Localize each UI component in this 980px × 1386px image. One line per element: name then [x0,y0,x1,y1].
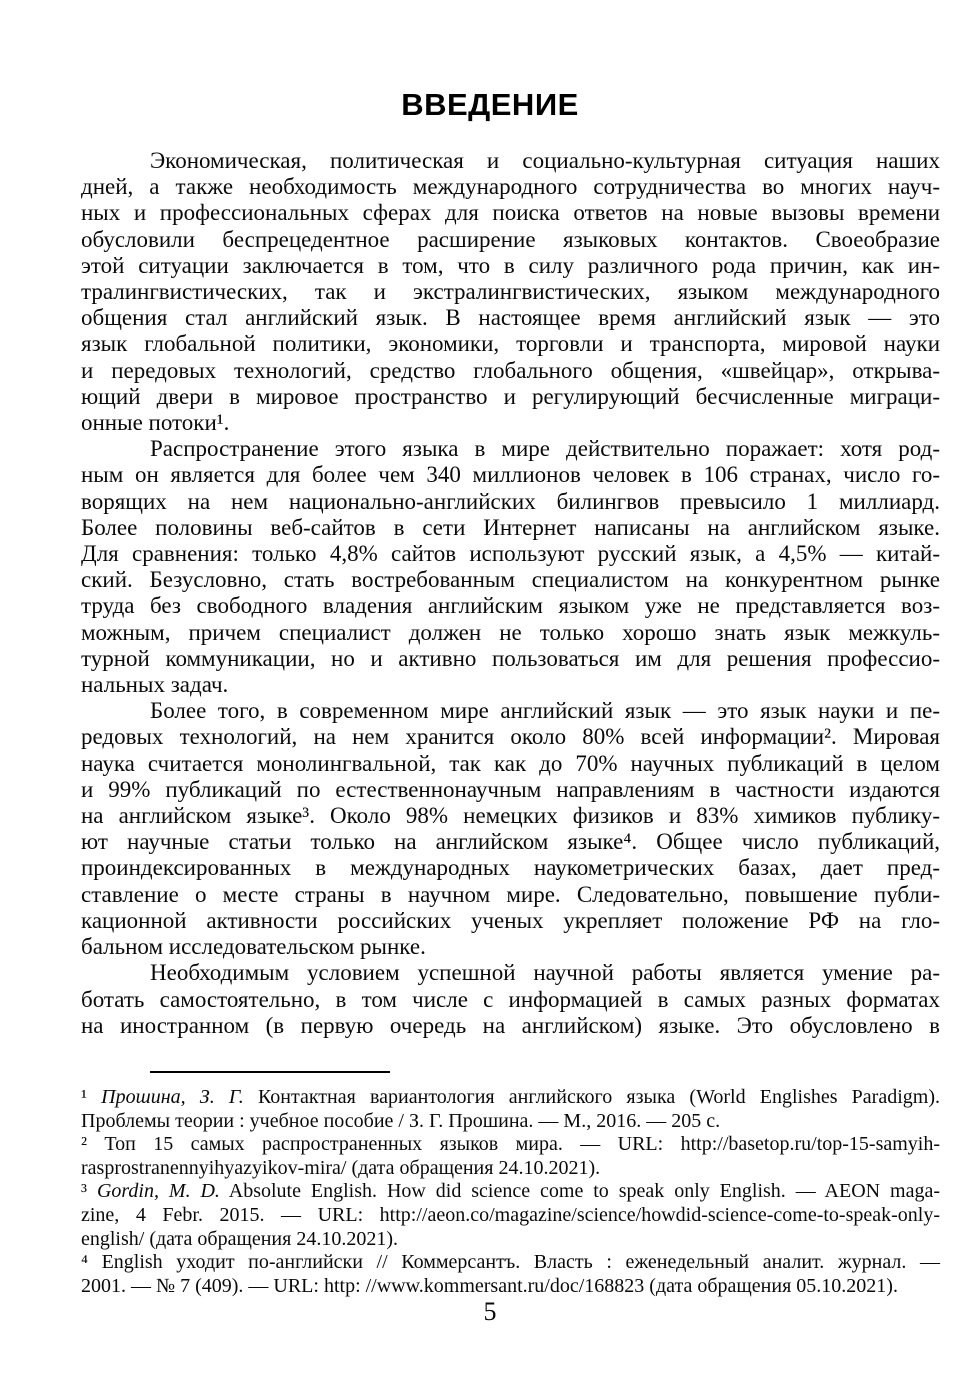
footnote-line [81,1251,940,1275]
body-line: ботать самостоятельно, в том числе с информацией в самых разных форматах [81,986,940,1012]
body-line: ющий двери в мировое пространство и регулирующий бесчисленные миграци- [81,383,940,409]
body-line: ставление о месте страны в научном мире. Следовательно, повышение публи- [81,881,940,907]
footnotes [81,1086,940,1298]
footnote-line [81,1228,940,1252]
footnote-text: ² Топ 15 самых распространенных языков мира. — URL: http://basetop.ru/top-15-samyih- [81,1133,940,1156]
body-text [81,148,940,1039]
footnote-line [81,1086,940,1110]
body-line: на английском языке³. Около 98% немецких физиков и 83% химиков публику- [81,803,940,829]
footnote-line [81,1180,940,1204]
footnote-text: Проблемы теории : учебное пособие / З. Г. Прошина. — М., 2016. — 205 с. [81,1109,721,1132]
body-line: тралингвистических, так и экстралингвистических, языком международного [81,279,940,305]
footnote-text: Контактная вариантология английского языка (World Englishes Paradigm). [243,1086,940,1108]
body-line: и передовых технологий, средство глобального общения, «швейцар», открыва- [81,357,940,383]
body-line: наука считается монолингвальной, так как до 70% научных публикаций в целом [81,750,940,776]
body-line: Для сравнения: только 4,8% сайтов используют русский язык, а 4,5% — китай- [81,541,940,567]
body-line: и 99% публикаций по естественнонаучным направлениям в частности издаются [81,776,940,802]
body-line: обусловили беспрецедентное расширение языковых контактов. Своеобразие [81,226,940,252]
body-line: нальных задач. [81,672,229,698]
footnote-text: 2001. — № 7 (409). — URL: http: //www.kommersant.ru/doc/168823 (дата обращения 05.10.2021). [81,1274,898,1297]
body-line: дней, а также необходимость международного сотрудничества во многих науч- [81,174,940,200]
footnote-text: ³ [81,1180,97,1203]
body-line: редовых технологий, на нем хранится около 80% всей информации². Мировая [81,724,940,750]
body-line: можным, причем специалист должен не только хорошо знать язык межкуль- [81,619,940,645]
body-line: ворящих на нем национально-английских билингвов превысило 1 миллиард. [81,488,940,514]
footnote-line [81,1204,940,1228]
body-line: ский. Безусловно, стать востребованным специалистом на конкурентном рынке [81,567,940,593]
footnote-text: ⁴ English уходит по-английски // Коммерсантъ. Власть : еженедельный аналит. журнал. — [81,1251,940,1274]
body-line: язык глобальной политики, экономики, торговли и транспорта, мировой науки [81,331,940,357]
footnote-line [81,1157,940,1181]
footnote-line [81,1110,940,1134]
body-line: ют научные статьи только на английском языке⁴. Общее число публикаций, [81,829,940,855]
footnote-text: rasprostranennyihyazyikov-mira/ (дата обращения 24.10.2021). [81,1156,601,1179]
footnote-line [81,1133,940,1157]
footnote-text: zine, 4 Febr. 2015. — URL: http://aeon.co/magazine/science/howdid-science-come-to-speak-only- [81,1203,940,1226]
body-line: Необходимым условием успешной научной работы является умение ра- [150,960,940,986]
footnote-text: english/ (дата обращения 24.10.2021). [81,1227,398,1250]
body-line: ных и профессиональных сферах для поиска ответов на новые вызовы времени [81,200,940,226]
body-line: этой ситуации заключается в том, что в силу различного рода причин, как ин- [81,252,940,278]
body-line: общения стал английский язык. В настоящее время английский язык — это [81,305,940,331]
body-line: бальном исследовательском рынке. [81,934,426,960]
footnote-separator [150,1071,390,1073]
body-line: онные потоки¹. [81,410,230,436]
footnote-author: Прошина, З. Г. [101,1086,244,1108]
body-line: труда без свободного владения английским языком уже не представляется воз- [81,593,940,619]
page-title: ВВЕДЕНИЕ [401,87,579,122]
body-line: Более половины веб-сайтов в сети Интернет написаны на английском языке. [81,514,940,540]
body-line: ным он является для более чем 340 миллионов человек в 106 странах, число го- [81,462,940,488]
footnote-author: Gordin, M. D. [96,1180,220,1203]
footnote-text: ¹ [81,1086,102,1108]
body-line: на иностранном (в первую очередь на английском) языке. Это обусловлено в [81,1012,940,1038]
footnote-line [81,1275,940,1299]
body-line: Экономическая, политическая и социально-культурная ситуация наших [150,148,940,173]
body-line: Более того, в современном мире английский язык — это язык науки и пе- [150,698,940,724]
body-line: Распространение этого языка в мире действительно поражает: хотя род- [150,436,940,462]
footnote-text: Absolute English. How did science come to speak only English. — AEON maga- [219,1180,940,1203]
page-number: 5 [483,1297,497,1326]
body-line: турной коммуникации, но и активно пользоваться им для решения профессио- [81,645,940,671]
body-line: кационной активности российских ученых укрепляет положение РФ на гло- [81,907,940,933]
body-line: проиндексированных в международных наукометрических базах, дает пред- [81,855,940,881]
